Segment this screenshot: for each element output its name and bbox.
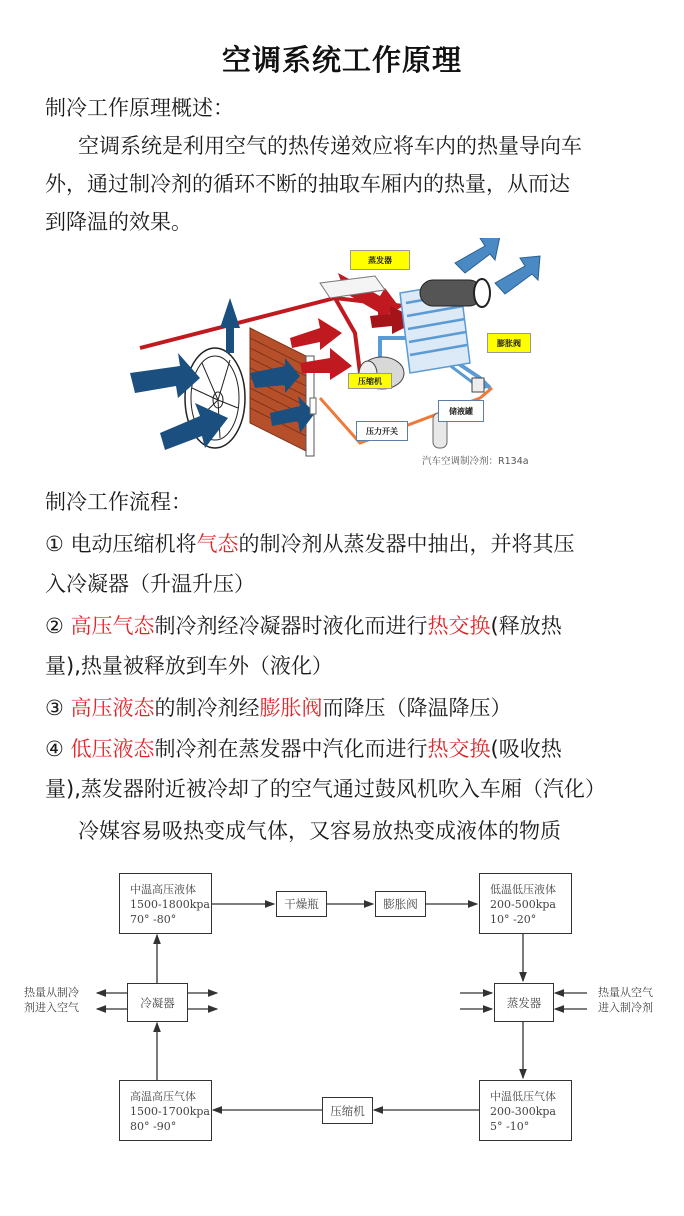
process-step-2-cont: 量),热量被释放到车外（液化） — [45, 654, 333, 678]
box-mid-temp-low-pressure-gas — [479, 1080, 572, 1141]
state-temp: 5° -10° — [490, 1120, 530, 1133]
step-text: 制冷剂经冷凝器时液化而进行 — [154, 614, 428, 638]
step-number: ④ — [45, 737, 64, 761]
page-title: 空调系统工作原理 — [221, 43, 462, 77]
ac-system-illustration — [120, 238, 560, 478]
step-text: 的制冷剂从蒸发器中抽出，并将其压 — [238, 532, 575, 556]
state-pressure: 1500-1700kpa — [130, 1105, 210, 1118]
step-number: ③ — [45, 696, 64, 720]
state-pressure: 200-300kpa — [490, 1105, 556, 1118]
state-pressure: 200-500kpa — [490, 898, 556, 911]
process-step-4 — [45, 729, 562, 769]
state-pressure: 1500-1800kpa — [130, 898, 210, 911]
step-text: 的制冷剂经 — [154, 696, 260, 720]
step-highlight: 高压气态 — [70, 614, 155, 638]
step-text: 而降压（降温降压） — [322, 696, 512, 720]
box-mid-temp-high-pressure-liquid — [119, 873, 212, 934]
overview-line-3: 到降温的效果。 — [45, 210, 192, 234]
ac-system-diagram-graphic — [120, 238, 560, 478]
step-highlight: 膨胀阀 — [259, 696, 323, 720]
state-temp: 70° -80° — [130, 913, 177, 926]
process-step-3 — [45, 688, 512, 728]
refrigerant-note: 冷媒容易吸热变成气体，又容易放热变成液体的物质 — [78, 819, 561, 843]
refrigeration-cycle-flowchart — [20, 860, 680, 1160]
box-compressor: 压缩机 — [322, 1097, 373, 1124]
step-highlight: 热交换 — [427, 737, 491, 761]
state-temp: 80° -90° — [130, 1120, 177, 1133]
state-name: 低温低压液体 — [490, 883, 556, 896]
label-compressor: 压缩机 — [348, 373, 392, 389]
state-temp: 10° -20° — [490, 913, 537, 926]
step-number: ① — [45, 532, 64, 556]
process-heading: 制冷工作流程： — [45, 490, 192, 514]
overview-line-1: 空调系统是利用空气的热传递效应将车内的热量导向车 — [78, 134, 582, 158]
step-text: (释放热 — [490, 614, 562, 638]
label-expansion-valve: 膨胀阀 — [487, 333, 531, 353]
label-evaporator: 蒸发器 — [350, 250, 410, 270]
state-name: 高温高压气体 — [130, 1090, 196, 1103]
box-condenser: 冷凝器 — [127, 983, 188, 1022]
box-expansion-valve: 膨胀阀 — [375, 891, 426, 917]
note-line: 热量从制冷 — [24, 986, 79, 999]
label-pressure-switch: 压力开关 — [356, 421, 408, 441]
step-text: 制冷剂在蒸发器中汽化而进行 — [154, 737, 428, 761]
step-highlight: 热交换 — [427, 614, 491, 638]
note-line: 剂进入空气 — [24, 1001, 79, 1014]
step-text: 电动压缩机将 — [70, 532, 197, 556]
step-highlight: 低压液态 — [70, 737, 155, 761]
overview-heading: 制冷工作原理概述： — [45, 96, 234, 120]
overview-line-2: 外，通过制冷剂的循环不断的抽取车厢内的热量，从而达 — [45, 172, 570, 196]
step-highlight: 高压液态 — [70, 696, 155, 720]
note-line: 热量从空气 — [598, 986, 653, 999]
label-receiver-drier: 储液罐 — [438, 400, 484, 422]
step-text: (吸收热 — [490, 737, 562, 761]
box-evaporator: 蒸发器 — [494, 983, 554, 1022]
process-step-2 — [45, 606, 562, 646]
state-name: 中温高压液体 — [130, 883, 196, 896]
process-step-1-cont: 入冷凝器（升温升压） — [45, 572, 255, 596]
refrigerant-caption: 汽车空调制冷剂：R134a — [422, 456, 529, 467]
process-step-4-cont: 量),蒸发器附近被冷却了的空气通过鼓风机吹入车厢（汽化） — [45, 777, 606, 801]
box-dryer: 干燥瓶 — [276, 891, 327, 917]
box-high-temp-high-pressure-gas — [119, 1080, 212, 1141]
state-name: 中温低压气体 — [490, 1090, 556, 1103]
note-line: 进入制冷剂 — [598, 1001, 653, 1014]
condenser-heat-note — [24, 985, 79, 1015]
box-low-temp-low-pressure-liquid — [479, 873, 572, 934]
step-number: ② — [45, 614, 64, 638]
step-highlight: 气态 — [196, 532, 239, 556]
evaporator-heat-note — [598, 985, 653, 1015]
process-step-1 — [45, 524, 575, 564]
